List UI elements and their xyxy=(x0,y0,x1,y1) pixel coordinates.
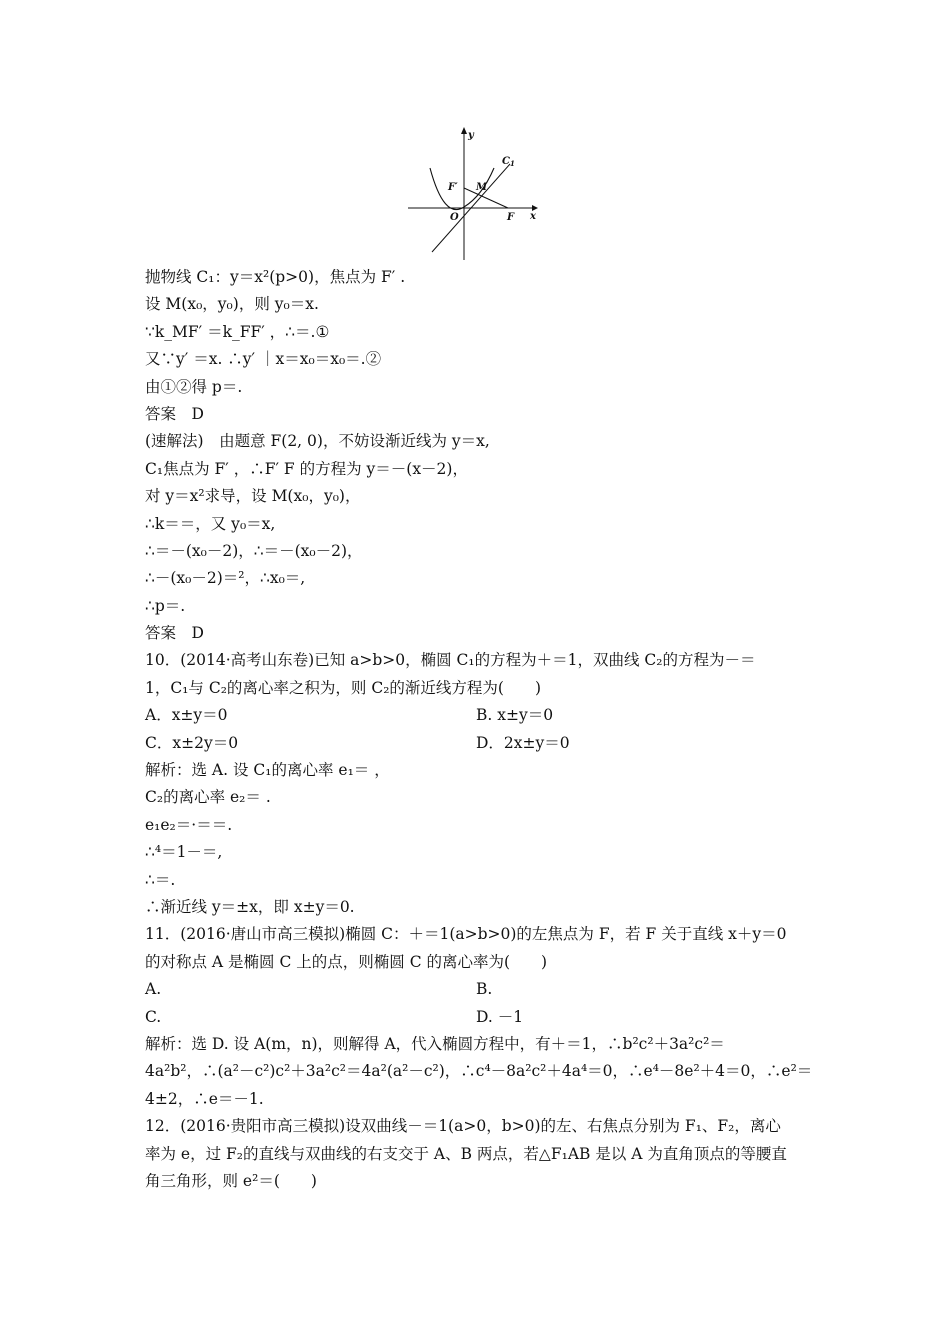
answer-line: 答案 D xyxy=(145,624,204,643)
text-line: 解析：选 A. 设 C₁的离心率 e₁＝ ， xyxy=(145,761,390,780)
question-11-line: 11．(2016·唐山市高三模拟)椭圆 C：＋＝1(a>b>0)的左焦点为 F，若 F 关于直线 x＋y＝0 xyxy=(145,925,787,944)
text-line: ∵k_MF′ ＝k_FF′ ，∴＝.① xyxy=(145,322,330,341)
question-12-line: 角三角形，则 e²＝( ) xyxy=(145,1171,317,1190)
question-10-line: 1，C₁与 C₂的离心率之积为，则 C₂的渐近线方程为( ) xyxy=(145,678,542,697)
solution-11-line: 4±2，∴e＝－1. xyxy=(145,1089,264,1108)
label-c1: C xyxy=(502,156,510,167)
q10-option-c: C．x±2y＝0 xyxy=(145,733,239,752)
text-line: C₂的离心率 e₂＝ . xyxy=(145,788,271,807)
text-line: ∴⁴＝1－＝, xyxy=(145,843,223,862)
label-m: M xyxy=(476,182,488,193)
parabola-figure xyxy=(404,124,544,264)
document-body xyxy=(145,264,815,1195)
label-c1-sub: 1 xyxy=(510,159,515,168)
q10-option-b: B. x±y＝0 xyxy=(476,706,554,725)
text-line: e₁e₂＝·＝＝. xyxy=(145,815,233,834)
q11-options-row-1 xyxy=(145,976,815,1003)
text-line: 又∵y′ ＝x. ∴y′ ｜x＝x₀＝x₀＝.② xyxy=(145,350,382,369)
label-o: O xyxy=(450,212,459,223)
text-line: C₁焦点为 F′ ，∴F′ F 的方程为 y＝－(x－2)， xyxy=(145,459,468,478)
text-line: 对 y＝x²求导，设 M(x₀，y₀)， xyxy=(145,487,361,506)
q11-option-c: C. xyxy=(145,1007,162,1026)
question-11-line: 的对称点 A 是椭圆 C 上的点，则椭圆 C 的离心率为( ) xyxy=(145,952,548,971)
text-line: 由①②得 p＝. xyxy=(145,377,243,396)
q10-options-row-2 xyxy=(145,730,815,757)
label-f-prime: F′ xyxy=(448,182,458,193)
q10-option-a: A．x±y＝0 xyxy=(145,706,228,725)
solution-11-line: 解析：选 D. 设 A(m，n)，则解得 A，代入椭圆方程中，有＋＝1，∴b²c²＋3a²c²＝ xyxy=(145,1034,725,1053)
text-line: ∴＝. xyxy=(145,870,176,889)
q11-options-row-2 xyxy=(145,1004,815,1031)
y-axis-arrow xyxy=(461,127,467,134)
label-f: F xyxy=(507,212,515,223)
text-line: ∴渐近线 y＝±x，即 x±y＝0. xyxy=(145,897,355,916)
text-line: (速解法) 由题意 F(2, 0)，不妨设渐近线为 y＝x, xyxy=(145,432,490,451)
question-12-line: 率为 e，过 F₂的直线与双曲线的右支交于 A、B 两点，若△F₁AB 是以 A 为直角顶点的等腰直 xyxy=(145,1144,787,1163)
answer-line: 答案 D xyxy=(145,404,204,423)
text-line: 设 M(x₀，y₀)，则 y₀＝x. xyxy=(145,295,319,314)
q11-option-b: B. xyxy=(476,980,493,999)
text-line: 抛物线 C₁：y＝x²(p>0)，焦点为 F′ . xyxy=(145,268,406,286)
text-line: ∴p＝. xyxy=(145,596,186,615)
solution-11-line: 4a²b²，∴(a²－c²)c²＋3a²c²＝4a²(a²－c²)，∴c⁴－8a²c²＋4a⁴＝0，∴e⁴－8e²＋4＝0，∴e²＝ xyxy=(145,1062,813,1081)
text-line: ∴＝－(x₀－2)，∴＝－(x₀－2)， xyxy=(145,541,363,560)
text-line: ∴－(x₀－2)＝²，∴x₀＝, xyxy=(145,569,306,588)
label-y: y xyxy=(468,130,474,141)
q10-options-row-1 xyxy=(145,702,815,729)
question-10-line: 10．(2014·高考山东卷)已知 a>b>0，椭圆 C₁的方程为＋＝1，双曲线 C₂的方程为－＝ xyxy=(145,651,756,670)
label-x: x xyxy=(530,211,536,222)
q11-option-a: A. xyxy=(145,980,162,999)
q11-option-d: D. －1 xyxy=(476,1007,524,1026)
text-line: ∴k＝＝，又 y₀＝x, xyxy=(145,514,276,533)
question-12-line: 12．(2016·贵阳市高三模拟)设双曲线－＝1(a>0，b>0)的左、右焦点分别为 F₁、F₂，离心 xyxy=(145,1117,781,1136)
q10-option-d: D．2x±y＝0 xyxy=(476,733,570,752)
